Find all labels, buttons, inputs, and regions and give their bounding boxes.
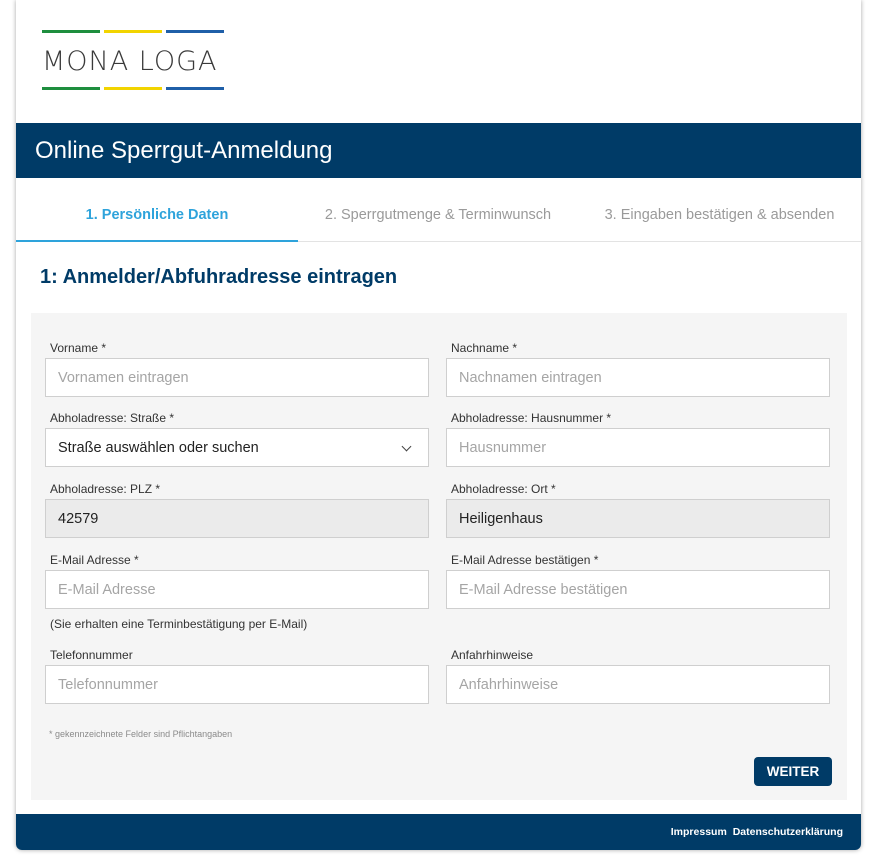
hausnummer-input[interactable]: Hausnummer	[446, 428, 830, 467]
plz-input: 42579	[45, 499, 429, 538]
logo	[42, 30, 224, 92]
nachname-input[interactable]: Nachnamen eintragen	[446, 358, 830, 397]
impressum-link[interactable]: Impressum	[670, 826, 727, 838]
weiter-button[interactable]: WEITER	[754, 757, 832, 786]
email-confirm-input[interactable]: E-Mail Adresse bestätigen	[446, 570, 830, 609]
step-tab-confirm-submit[interactable]: 3. Eingaben bestätigen & absenden	[604, 207, 835, 223]
email-confirm-label: E-Mail Adresse bestätigen *	[451, 553, 599, 567]
logo-text: MONA LOGA	[42, 46, 218, 77]
strasse-select[interactable]	[45, 428, 429, 467]
strasse-label: Abholadresse: Straße *	[50, 411, 175, 425]
nachname-label: Nachname *	[451, 341, 518, 355]
required-note: * gekennzeichnete Felder sind Pflichtangaben	[49, 729, 233, 739]
page-footer	[16, 814, 861, 850]
strasse-select-value: Straße auswählen oder suchen	[58, 440, 259, 456]
email-hint: (Sie erhalten eine Terminbestätigung per E-Mail)	[50, 617, 308, 631]
vorname-input[interactable]: Vornamen eintragen	[45, 358, 429, 397]
chevron-down-icon	[402, 442, 412, 452]
telefon-input[interactable]: Telefonnummer	[45, 665, 429, 704]
step-tab-quantity-appointment[interactable]: 2. Sperrgutmenge & Terminwunsch	[324, 207, 552, 223]
datenschutz-link[interactable]: Datenschutzerklärung	[732, 826, 843, 838]
page-title: Online Sperrgut-Anmeldung	[35, 137, 333, 164]
step-tabs	[16, 178, 861, 242]
email-input[interactable]: E-Mail Adresse	[45, 570, 429, 609]
plz-label: Abholadresse: PLZ *	[50, 482, 161, 496]
main-card	[16, 0, 861, 850]
vorname-label: Vorname *	[50, 341, 107, 355]
anfahrt-input[interactable]: Anfahrhinweise	[446, 665, 830, 704]
registration-form	[31, 313, 847, 800]
ort-label: Abholadresse: Ort *	[451, 482, 556, 496]
hausnummer-label: Abholadresse: Hausnummer *	[451, 411, 612, 425]
anfahrt-label: Anfahrhinweise	[451, 648, 534, 662]
step-tab-personal-data[interactable]: 1. Persönliche Daten	[16, 178, 298, 242]
section-title: 1: Anmelder/Abfuhradresse eintragen	[40, 266, 398, 288]
email-label: E-Mail Adresse *	[50, 553, 139, 567]
telefon-label: Telefonnummer	[50, 648, 133, 662]
ort-input: Heiligenhaus	[446, 499, 830, 538]
footer-links	[668, 826, 843, 838]
page-header	[16, 123, 861, 178]
